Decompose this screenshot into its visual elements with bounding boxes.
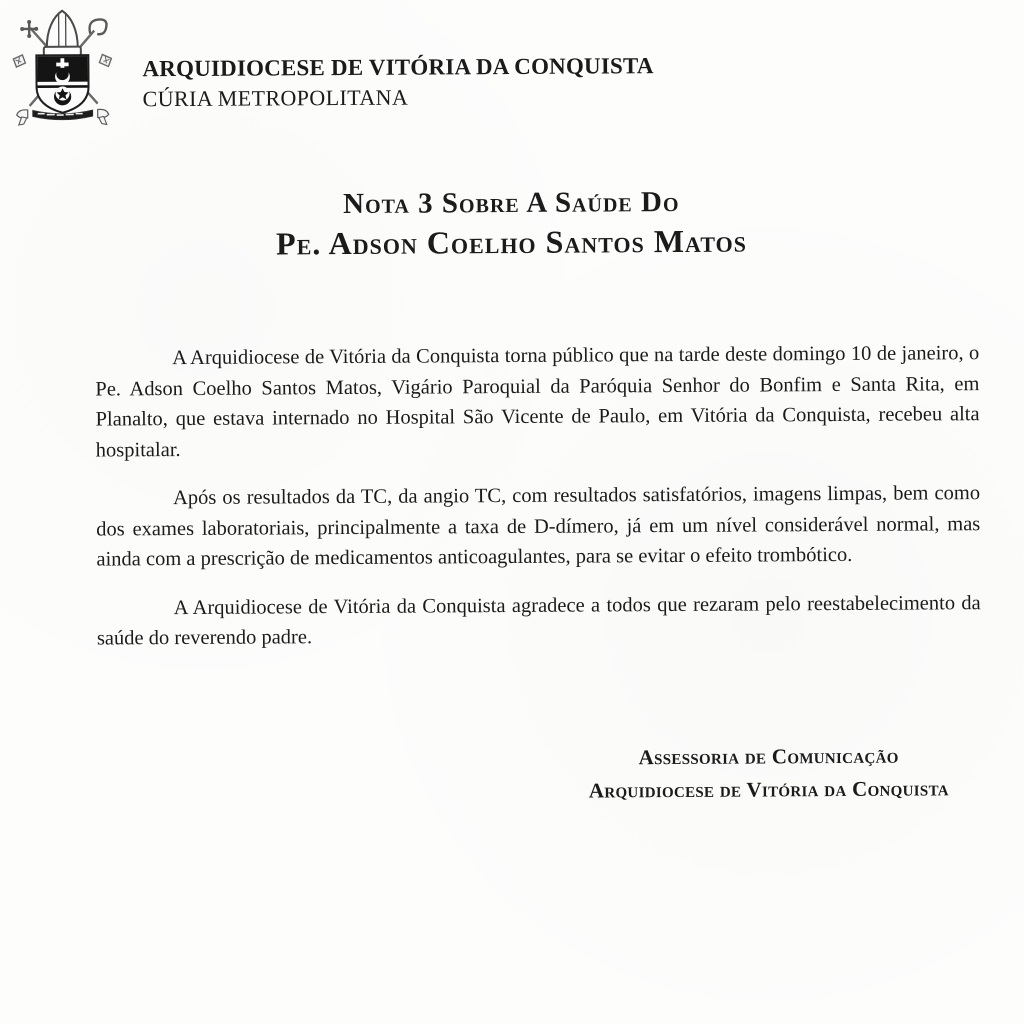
- paragraph-1: A Arquidiocese de Vitória da Conquista torna público que na tarde deste domingo 10 de janeiro, o Pe. Adson Coelho Santos Matos, Vigário Paroquial da Paróquia Senhor do Bonfim e Santa Rita, em Planalto, que estava internado no Hospital São Vicente de Paulo, em Vitória da Conquista, recebeu alta hospitalar.: [95, 342, 980, 462]
- archdiocese-coat-of-arms-icon: [6, 6, 119, 127]
- paragraph-2: Após os resultados da TC, da angio TC, com resultados satisfatórios, imagens limpas, bem como dos exames laboratoriais, principalmente a taxa de D-dímero, já em um nível considerável normal, mas ainda com a prescrição de medicamentos anticoagulantes, para se evitar o efeito trombótico.: [96, 482, 981, 571]
- signature-line-1: Assessoria de Comunicação: [638, 743, 899, 769]
- mitre-icon: [44, 11, 81, 56]
- letterhead: [0, 0, 1023, 127]
- paragraph-3: A Arquidiocese de Vitória da Conquista agradece a todos que rezaram pelo reestabelecimento da saúde do reverendo padre.: [96, 591, 981, 650]
- document-body: [95, 338, 981, 654]
- tassel-right-icon: [99, 54, 111, 66]
- letterhead-text: [142, 53, 654, 112]
- title-line-2: Pe. Adson Coelho Santos Matos: [276, 222, 747, 262]
- signature-line-2: Arquidiocese de Vitória da Conquista: [588, 776, 949, 803]
- signature-block: [589, 739, 949, 807]
- tassel-left-icon: [13, 55, 25, 67]
- organization-name: ARQUIDIOCESE DE VITÓRIA DA CONQUISTA: [142, 53, 654, 82]
- shield-icon: [36, 55, 88, 113]
- document-title: [0, 183, 1024, 264]
- organization-department: CÚRIA METROPOLITANA: [142, 84, 409, 112]
- title-line-1: Nota 3 Sobre A Saúde Do: [342, 185, 680, 221]
